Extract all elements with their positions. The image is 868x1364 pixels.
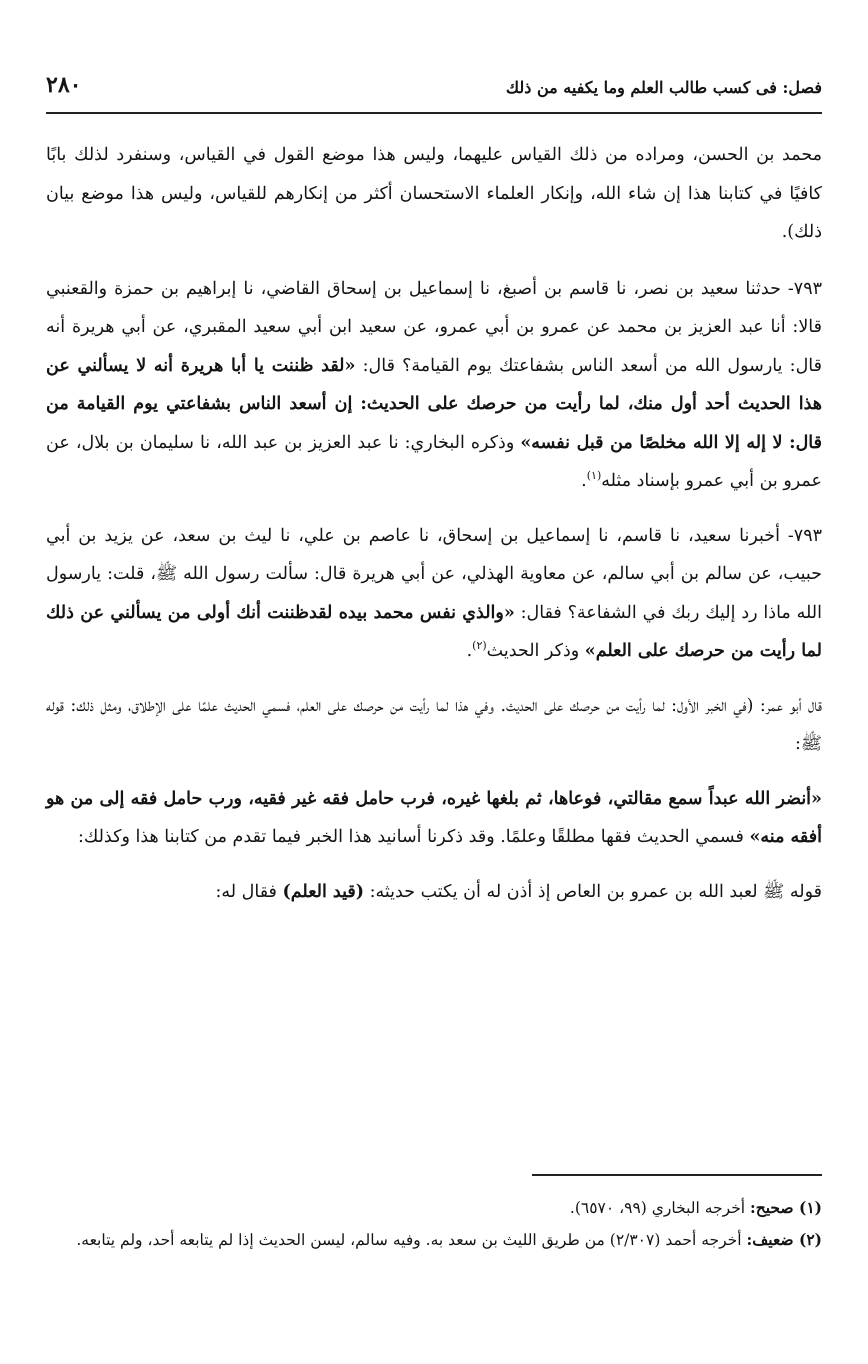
footnote-1-label: (١) صحيح: xyxy=(750,1198,822,1217)
closing-text-a: قوله ﷺ لعبد الله بن عمرو بن العاص إذ أذن له أن يكتب حديثه: xyxy=(364,881,822,902)
footnotes xyxy=(46,1192,822,1256)
hadith-quote xyxy=(46,780,822,857)
main-text xyxy=(46,136,822,927)
closing-text-b: فقال له: xyxy=(215,881,283,902)
running-header xyxy=(46,72,822,114)
hadith-793-a xyxy=(46,270,822,501)
paragraph-1 xyxy=(46,136,822,252)
footnote-ref-2[interactable]: (٢) xyxy=(472,639,487,653)
footnote-2-text: أخرجه أحمد (٢/٣٠٧) من طريق الليث بن سعد به. وفيه سالم، ليسن الحديث إذا لم يتابعه أحد، ولم يتابعه. xyxy=(76,1231,747,1249)
hadith-793-a-isnad: ٧٩٣- حدثنا سعيد بن نصر، نا قاسم بن أصبغ، نا إسماعيل بن إسحاق القاضي، نا إبراهيم بن حمزة والقعنبي قالا: أنا عبد العزيز بن محمد عن عمرو بن أبي عمرو، عن سعيد ابن أبي سعيد المقبري، عن أبي هريرة أنه قال: يارسول الله من أسعد الناس بشفاعتك يوم القيامة؟ قال: xyxy=(46,278,822,376)
footnote-2 xyxy=(46,1224,822,1256)
hadith-793-b-matn: «والذي نفس محمد بيده لقدظننت أنك أولى من يسألني عن ذلك لما رأيت من حرصك على العلم» xyxy=(46,602,822,661)
hadith-793-a-end: . xyxy=(581,471,587,491)
footnote-ref-1[interactable]: (١) xyxy=(586,469,602,483)
closing-bold: (قيد العلم) xyxy=(282,881,365,902)
hadith-793-b xyxy=(46,517,822,671)
commentary-text: قال أبو عمر: (في الخبر الأول: لما رأيت من حرصك على الحديث. وفي هذا لما رأيت من حرصك على العلم، فسمي الحديث علمًا على الإطلاق، ومثل ذلك: قوله ﷺ: xyxy=(46,695,822,754)
closing-paragraph xyxy=(46,873,822,912)
hadith-793-b-note: وذكر الحديث xyxy=(486,641,585,661)
hadith-793-b-isnad: ٧٩٣- أخبرنا سعيد، نا قاسم، نا إسماعيل بن إسحاق، نا عاصم بن علي، نا ليث بن سعد، عن يزيد بن أبي حبيب، عن سالم بن أبي سالم، عن معاوية الهذلي، عن أبي هريرة قال: سألت رسول الله ﷺ، قلت: يارسول الله ماذا رد إليك ربك في الشفاعة؟ فقال: xyxy=(46,525,822,623)
hadith-793-a-matn: «لقد ظننت يا أبا هريرة أنه لا يسألني عن هذا الحديث أحد أول منك، لما رأيت من حرصك على الحديث: إن أسعد الناس بشفاعتي يوم القيامة من قال: لا إله إلا الله مخلصًا من قبل نفسه» xyxy=(46,355,822,453)
hadith-quote-note: فسمي الحديث فقها مطلقًا وعلمًا. وقد ذكرنا أسانيد هذا الخبر فيما تقدم من كتابنا هذا وكذلك: xyxy=(77,827,750,847)
footnote-divider xyxy=(532,1174,822,1176)
footnote-2-label: (٢) ضعيف: xyxy=(746,1230,822,1249)
footnote-1 xyxy=(46,1192,822,1224)
hadith-793-a-note: وذكره البخاري: نا عبد العزيز بن عبد الله، نا سليمان بن بلال، عن عمرو بن أبي عمرو بإسناد مثله xyxy=(46,432,822,491)
page-number: ٢٨٠ xyxy=(46,72,82,98)
chapter-title: فصل: فى كسب طالب العلم وما يكفيه من ذلك xyxy=(505,78,822,97)
hadith-793-b-end: . xyxy=(466,641,473,661)
commentary-paragraph xyxy=(46,687,822,764)
hadith-quote-matn: «أنضر الله عبداً سمع مقالتي، فوعاها، ثم بلغها غيره، فرب حامل فقه غير فقيه، ورب حامل فقه إلى من هو أفقه منه» xyxy=(46,788,822,847)
paragraph-1-text: محمد بن الحسن، ومراده من ذلك القياس عليهما، وليس هذا موضع القول في القياس، وسنفرد لذلك بابًا كافيًا في كتابنا هذا إن شاء الله، وإنكار العلماء الاستحسان أكثر من إنكارهم للقياس، وليس هذا موضع بيان ذلك). xyxy=(46,145,822,242)
footnote-1-text: أخرجه البخاري (٩٩، ٦٥٧٠). xyxy=(569,1199,751,1217)
